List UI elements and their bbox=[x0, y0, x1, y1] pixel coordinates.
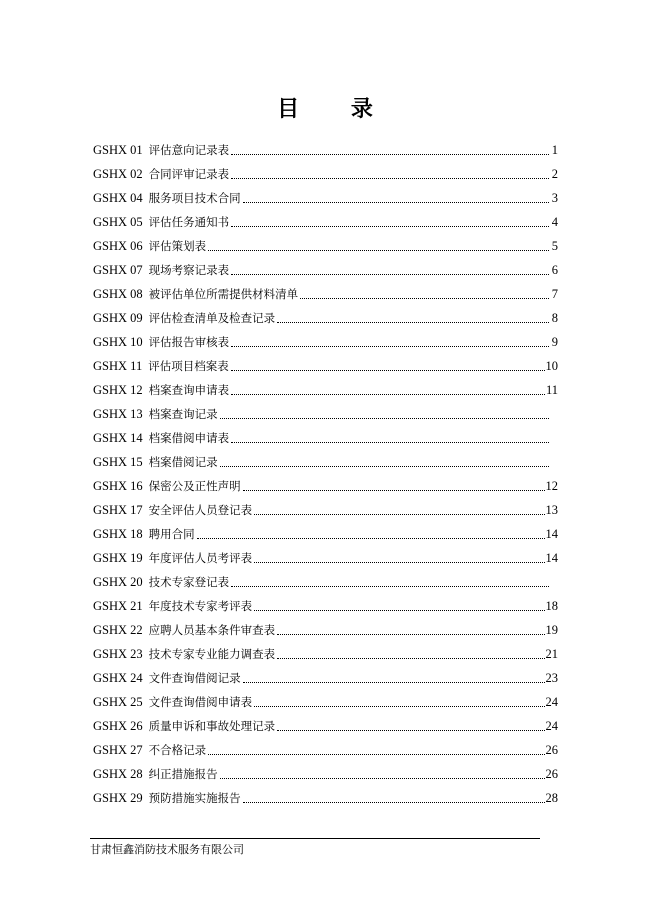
toc-leader-dots bbox=[277, 730, 544, 731]
toc-leader-dots bbox=[277, 658, 544, 659]
toc-entry-code: GSHX 21 bbox=[93, 599, 143, 613]
toc-entry[interactable] bbox=[93, 570, 558, 594]
toc-entry-page: 21 bbox=[545, 647, 558, 661]
toc-entry[interactable] bbox=[93, 786, 558, 810]
toc-entry-page: 28 bbox=[545, 791, 558, 805]
toc-leader-dots bbox=[277, 322, 549, 323]
toc-leader-dots bbox=[231, 154, 549, 155]
toc-entry[interactable] bbox=[93, 690, 558, 714]
toc-entry-page: 14 bbox=[545, 551, 558, 565]
toc-leader-dots bbox=[243, 202, 549, 203]
toc-entry-code: GSHX 27 bbox=[93, 743, 143, 757]
toc-entry-page: 5 bbox=[551, 239, 558, 253]
toc-entry[interactable] bbox=[93, 546, 558, 570]
toc-entry-title: 年度技术专家考评表 bbox=[148, 599, 253, 613]
toc-entry-code: GSHX 11 bbox=[93, 359, 143, 373]
toc-entry[interactable] bbox=[93, 762, 558, 786]
toc-entry-code: GSHX 18 bbox=[93, 527, 143, 541]
toc-leader-dots bbox=[231, 370, 545, 371]
toc-entry-code: GSHX 01 bbox=[93, 143, 143, 157]
toc-entry-title: 合同评审记录表 bbox=[148, 167, 230, 181]
toc-entry-title: 应聘人员基本条件审查表 bbox=[148, 623, 276, 637]
toc-entry-page: 2 bbox=[551, 167, 558, 181]
toc-entry[interactable] bbox=[93, 210, 558, 234]
footer-divider bbox=[90, 838, 540, 839]
toc-leader-dots bbox=[254, 562, 544, 563]
toc-leader-dots bbox=[197, 538, 545, 539]
toc-entry-code: GSHX 07 bbox=[93, 263, 143, 277]
toc-entry[interactable] bbox=[93, 666, 558, 690]
toc-entry-page: 12 bbox=[545, 479, 558, 493]
toc-entry-page: 1 bbox=[551, 143, 558, 157]
toc-leader-dots bbox=[243, 490, 545, 491]
toc-entry[interactable] bbox=[93, 258, 558, 282]
toc-entry-title: 评估策划表 bbox=[148, 239, 207, 253]
toc-entry-code: GSHX 23 bbox=[93, 647, 143, 661]
toc-entry-title: 年度评估人员考评表 bbox=[148, 551, 253, 565]
toc-entry-page: 26 bbox=[545, 767, 558, 781]
toc-entry-code: GSHX 20 bbox=[93, 575, 143, 589]
toc-entry-page: 9 bbox=[551, 335, 558, 349]
toc-entry-title: 档案查询记录 bbox=[148, 407, 218, 421]
toc-entry-code: GSHX 10 bbox=[93, 335, 143, 349]
toc-entry-page: 24 bbox=[545, 695, 558, 709]
toc-entry[interactable] bbox=[93, 426, 558, 450]
table-of-contents bbox=[93, 138, 558, 810]
toc-leader-dots bbox=[231, 442, 549, 443]
toc-entry-title: 现场考察记录表 bbox=[148, 263, 230, 277]
toc-entry[interactable] bbox=[93, 306, 558, 330]
toc-entry-title: 评估报告审核表 bbox=[148, 335, 230, 349]
toc-entry-page: 11 bbox=[545, 383, 558, 397]
toc-entry[interactable] bbox=[93, 330, 558, 354]
toc-entry-code: GSHX 17 bbox=[93, 503, 143, 517]
toc-entry-page: 18 bbox=[545, 599, 558, 613]
toc-entry-page: 13 bbox=[545, 503, 558, 517]
toc-entry-page: 6 bbox=[551, 263, 558, 277]
footer-company: 甘肃恒鑫消防技术服务有限公司 bbox=[90, 843, 244, 856]
toc-entry-title: 评估检查清单及检查记录 bbox=[148, 311, 276, 325]
toc-leader-dots bbox=[254, 706, 544, 707]
toc-leader-dots bbox=[220, 466, 549, 467]
toc-leader-dots bbox=[254, 514, 544, 515]
toc-entry-title: 保密公及正性声明 bbox=[148, 479, 241, 493]
toc-entry-code: GSHX 26 bbox=[93, 719, 143, 733]
toc-entry[interactable] bbox=[93, 138, 558, 162]
toc-entry[interactable] bbox=[93, 378, 558, 402]
toc-leader-dots bbox=[220, 418, 549, 419]
toc-entry-code: GSHX 14 bbox=[93, 431, 143, 445]
toc-leader-dots bbox=[231, 394, 545, 395]
toc-entry-title: 档案借阅记录 bbox=[148, 455, 218, 469]
toc-entry-code: GSHX 08 bbox=[93, 287, 143, 301]
toc-entry[interactable] bbox=[93, 402, 558, 426]
toc-entry-title: 技术专家登记表 bbox=[148, 575, 230, 589]
toc-entry-page: 8 bbox=[551, 311, 558, 325]
toc-entry-title: 预防措施实施报告 bbox=[148, 791, 241, 805]
toc-entry[interactable] bbox=[93, 474, 558, 498]
toc-entry-title: 纠正措施报告 bbox=[148, 767, 218, 781]
toc-entry-title: 文件查询借阅记录 bbox=[148, 671, 241, 685]
toc-entry-code: GSHX 15 bbox=[93, 455, 143, 469]
toc-entry-code: GSHX 13 bbox=[93, 407, 143, 421]
toc-entry[interactable] bbox=[93, 594, 558, 618]
toc-leader-dots bbox=[231, 226, 549, 227]
toc-entry-title: 档案借阅申请表 bbox=[148, 431, 230, 445]
toc-entry[interactable] bbox=[93, 522, 558, 546]
toc-entry[interactable] bbox=[93, 618, 558, 642]
toc-leader-dots bbox=[231, 346, 549, 347]
toc-entry[interactable] bbox=[93, 642, 558, 666]
toc-entry[interactable] bbox=[93, 162, 558, 186]
toc-entry-title: 服务项目技术合同 bbox=[148, 191, 241, 205]
toc-entry-title: 文件查询借阅申请表 bbox=[148, 695, 253, 709]
toc-leader-dots bbox=[243, 802, 545, 803]
toc-leader-dots bbox=[231, 178, 549, 179]
toc-entry-page: 7 bbox=[551, 287, 558, 301]
toc-leader-dots bbox=[231, 274, 549, 275]
toc-leader-dots bbox=[277, 634, 544, 635]
toc-entry-code: GSHX 02 bbox=[93, 167, 143, 181]
toc-leader-dots bbox=[208, 754, 544, 755]
toc-leader-dots bbox=[208, 250, 549, 251]
toc-entry-page: 10 bbox=[545, 359, 558, 373]
toc-entry-page: 4 bbox=[551, 215, 558, 229]
toc-entry[interactable] bbox=[93, 234, 558, 258]
toc-entry-code: GSHX 29 bbox=[93, 791, 143, 805]
toc-entry-page: 23 bbox=[545, 671, 558, 685]
toc-entry-code: GSHX 28 bbox=[93, 767, 143, 781]
toc-entry-title: 技术专家专业能力调查表 bbox=[148, 647, 276, 661]
toc-leader-dots bbox=[254, 610, 544, 611]
toc-entry-code: GSHX 24 bbox=[93, 671, 143, 685]
toc-entry[interactable] bbox=[93, 354, 558, 378]
toc-entry-title: 评估项目档案表 bbox=[148, 359, 229, 373]
toc-entry[interactable] bbox=[93, 498, 558, 522]
toc-entry-title: 不合格记录 bbox=[148, 743, 207, 757]
toc-leader-dots bbox=[220, 778, 545, 779]
toc-entry-code: GSHX 19 bbox=[93, 551, 143, 565]
toc-entry-title: 档案查询申请表 bbox=[148, 383, 230, 397]
toc-entry-code: GSHX 25 bbox=[93, 695, 143, 709]
toc-entry-title: 被评估单位所需提供材料清单 bbox=[148, 287, 299, 301]
toc-entry-page: 14 bbox=[545, 527, 558, 541]
toc-entry[interactable] bbox=[93, 450, 558, 474]
toc-entry-page: 3 bbox=[551, 191, 558, 205]
toc-entry-title: 聘用合同 bbox=[148, 527, 195, 541]
toc-entry-page: 26 bbox=[545, 743, 558, 757]
toc-entry-code: GSHX 12 bbox=[93, 383, 143, 397]
toc-entry[interactable] bbox=[93, 714, 558, 738]
toc-leader-dots bbox=[243, 682, 545, 683]
toc-entry-code: GSHX 06 bbox=[93, 239, 143, 253]
toc-entry-page: 19 bbox=[545, 623, 558, 637]
toc-entry-code: GSHX 05 bbox=[93, 215, 143, 229]
toc-entry-title: 评估任务通知书 bbox=[148, 215, 230, 229]
toc-leader-dots bbox=[231, 586, 549, 587]
toc-entry-code: GSHX 22 bbox=[93, 623, 143, 637]
toc-entry[interactable] bbox=[93, 738, 558, 762]
toc-entry-page: 24 bbox=[545, 719, 558, 733]
toc-entry-title: 评估意向记录表 bbox=[148, 143, 230, 157]
toc-entry[interactable] bbox=[93, 282, 558, 306]
toc-leader-dots bbox=[300, 298, 549, 299]
toc-entry-code: GSHX 04 bbox=[93, 191, 143, 205]
toc-entry-code: GSHX 09 bbox=[93, 311, 143, 325]
toc-entry-code: GSHX 16 bbox=[93, 479, 143, 493]
page-title: 目 录 bbox=[277, 97, 395, 122]
toc-entry-title: 质量申诉和事故处理记录 bbox=[148, 719, 276, 733]
toc-entry-title: 安全评估人员登记表 bbox=[148, 503, 253, 517]
toc-entry[interactable] bbox=[93, 186, 558, 210]
